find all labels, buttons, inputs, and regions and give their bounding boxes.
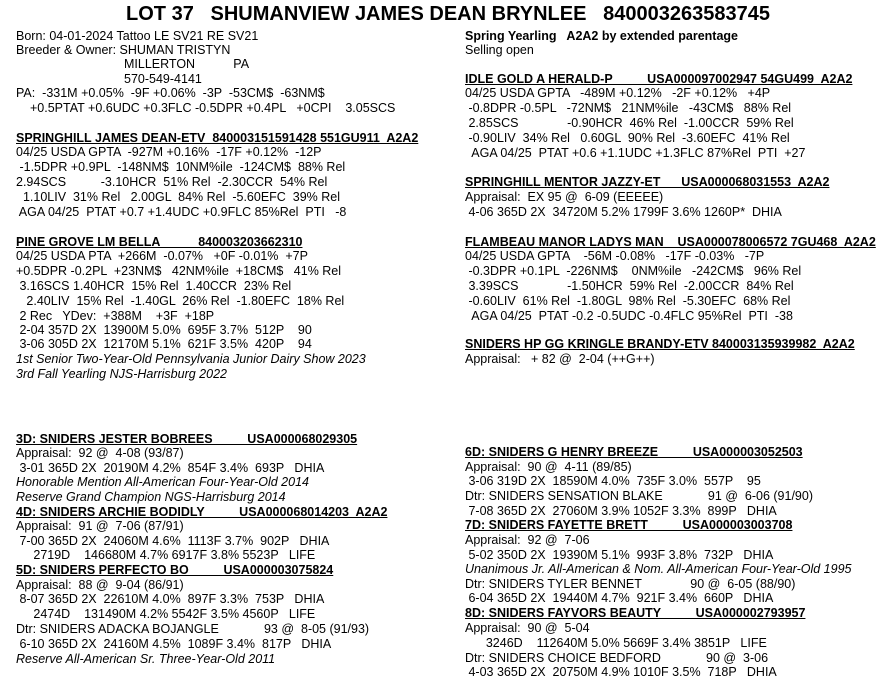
3d-award: Reserve Grand Champion NGS-Harrisburg 2014	[16, 490, 286, 504]
dam-sire-line: -0.3DPR +0.1PL -226NM$ 0NM%ile -242CM$ 96% Rel	[465, 264, 802, 278]
city-line: MILLERTON PA	[124, 57, 250, 71]
6d-line: Dtr: SNIDERS SENSATION BLAKE 91 @ 6-06 (91/90)	[465, 489, 813, 503]
dam-line: 3-06 305D 2X 12170M 5.1% 621F 3.5% 420P 94	[16, 337, 312, 351]
5d-award: Reserve All-American Sr. Three-Year-Old 2011	[16, 652, 276, 666]
dam-sire-line: -0.60LIV 61% Rel -1.80GL 98% Rel -5.30EFC 68% Rel	[465, 294, 791, 308]
sire-line: 1.10LIV 31% Rel 2.00GL 84% Rel -5.60EFC 39% Rel	[16, 190, 341, 204]
sale-class: Spring Yearling A2A2 by extended parentage	[465, 29, 738, 43]
sire-dam-heading: SPRINGHILL MENTOR JAZZY-ET USA000068031553 A2A2	[465, 175, 830, 189]
6d-line: 3-06 319D 2X 18590M 4.0% 735F 3.0% 557P 95	[465, 474, 761, 488]
dam-line: 2 Rec YDev: +388M +3F +18P	[16, 309, 215, 323]
dam-sire-line: AGA 04/25 PTAT -0.2 -0.5UDC -0.4FLC 95%Rel PTI -38	[465, 309, 793, 323]
5d-heading: 5D: SNIDERS PERFECTO BO USA000003075824	[16, 563, 334, 577]
sire-sire-line: -0.8DPR -0.5PL -72NM$ 21NM%ile -43CM$ 88% Rel	[465, 101, 792, 115]
sire-heading: SPRINGHILL JAMES DEAN-ETV 840003151591428 551GU911 A2A2	[16, 131, 419, 145]
7d-heading: 7D: SNIDERS FAYETTE BRETT USA000003003708	[465, 518, 793, 532]
5d-line: 6-10 365D 2X 24160M 4.5% 1089F 3.4% 817P DHIA	[16, 637, 332, 651]
4d-heading: 4D: SNIDERS ARCHIE BODIDLY USA000068014203 A2A2	[16, 505, 388, 519]
sire-dam-line: 4-06 365D 2X 34720M 5.2% 1799F 3.6% 1260P* DHIA	[465, 205, 782, 219]
sire-line: 04/25 USDA GPTA -927M +0.16% -17F +0.12% -12P	[16, 145, 322, 159]
sire-dam-line: Appraisal: EX 95 @ 6-09 (EEEEE)	[465, 190, 664, 204]
7d-line: Dtr: SNIDERS TYLER BENNET 90 @ 6-05 (88/90)	[465, 577, 796, 591]
4d-line: Appraisal: 91 @ 7-06 (87/91)	[16, 519, 184, 533]
dam-sire-line: 3.39SCS -1.50HCR 59% Rel -2.00CCR 84% Rel	[465, 279, 794, 293]
8d-heading: 8D: SNIDERS FAYVORS BEAUTY USA000002793957	[465, 606, 806, 620]
8d-line: Dtr: SNIDERS CHOICE BEDFORD 90 @ 3-06	[465, 651, 769, 665]
3d-line: 3-01 365D 2X 20190M 4.2% 854F 3.4% 693P DHIA	[16, 461, 325, 475]
3d-award: Honorable Mention All-American Four-Year-Old 2014	[16, 475, 309, 489]
dam-sire-heading: FLAMBEAU MANOR LADYS MAN USA000078006572 7GU468 A2A2	[465, 235, 876, 249]
dam-dam-line: Appraisal: + 82 @ 2-04 (++G++)	[465, 352, 655, 366]
dam-heading: PINE GROVE LM BELLA 840003203662310	[16, 235, 303, 249]
page-title: LOT 37 SHUMANVIEW JAMES DEAN BRYNLEE 840003263583745	[126, 3, 770, 25]
dam-dam-heading: SNIDERS HP GG KRINGLE BRANDY-ETV 840003135939982 A2A2	[465, 337, 855, 351]
6d-line: 7-08 365D 2X 27060M 3.9% 1052F 3.3% 899P DHIA	[465, 504, 777, 518]
sire-sire-line: -0.90LIV 34% Rel 0.60GL 90% Rel -3.60EFC 41% Rel	[465, 131, 790, 145]
5d-line: 2474D 131490M 4.2% 5542F 3.5% 4560P LIFE	[16, 607, 316, 621]
7d-award: Unanimous Jr. All-American & Nom. All-American Four-Year-Old 1995	[465, 562, 852, 576]
dam-line: 2-04 357D 2X 13900M 5.0% 695F 3.7% 512P 90	[16, 323, 312, 337]
5d-line: 8-07 365D 2X 22610M 4.0% 897F 3.3% 753P DHIA	[16, 592, 325, 606]
6d-heading: 6D: SNIDERS G HENRY BREEZE USA000003052503	[465, 445, 803, 459]
dam-line: 04/25 USDA PTA +266M -0.07% +0F -0.01% +7P	[16, 249, 308, 263]
8d-line: 4-03 365D 2X 20750M 4.9% 1010F 3.5% 718P DHIA	[465, 665, 777, 679]
7d-line: Appraisal: 92 @ 7-06	[465, 533, 590, 547]
sire-sire-line: AGA 04/25 PTAT +0.6 +1.1UDC +1.3FLC 87%Rel PTI +27	[465, 146, 806, 160]
4d-line: 2719D 146680M 4.7% 6917F 3.8% 5523P LIFE	[16, 548, 316, 562]
phone-line: 570-549-4141	[124, 72, 202, 86]
sale-status: Selling open	[465, 43, 534, 57]
3d-line: Appraisal: 92 @ 4-08 (93/87)	[16, 446, 184, 460]
sire-sire-line: 04/25 USDA GPTA -489M +0.12% -2F +0.12% +4P	[465, 86, 771, 100]
dam-line: 2.40LIV 15% Rel -1.40GL 26% Rel -1.80EFC 18% Rel	[16, 294, 345, 308]
8d-line: Appraisal: 90 @ 5-04	[465, 621, 590, 635]
3d-heading: 3D: SNIDERS JESTER BOBREES USA000068029305	[16, 432, 358, 446]
breeder-line: Breeder & Owner: SHUMAN TRISTYN	[16, 43, 231, 57]
dam-award: 3rd Fall Yearling NJS-Harrisburg 2022	[16, 367, 227, 381]
7d-line: 6-04 365D 2X 19440M 4.7% 921F 3.4% 660P DHIA	[465, 591, 774, 605]
sire-sire-line: 2.85SCS -0.90HCR 46% Rel -1.00CCR 59% Rel	[465, 116, 794, 130]
sire-sire-heading: IDLE GOLD A HERALD-P USA000097002947 54GU499 A2A2	[465, 72, 853, 86]
5d-line: Dtr: SNIDERS ADACKA BOJANGLE 93 @ 8-05 (91/93)	[16, 622, 370, 636]
sire-line: -1.5DPR +0.9PL -148NM$ 10NM%ile -124CM$ 88% Rel	[16, 160, 346, 174]
sire-line: AGA 04/25 PTAT +0.7 +1.4UDC +0.9FLC 85%Rel PTI -8	[16, 205, 347, 219]
5d-line: Appraisal: 88 @ 9-04 (86/91)	[16, 578, 184, 592]
4d-line: 7-00 365D 2X 24060M 4.6% 1113F 3.7% 902P DHIA	[16, 534, 330, 548]
dam-sire-line: 04/25 USDA GPTA -56M -0.08% -17F -0.03% -7P	[465, 249, 765, 263]
dam-line: +0.5DPR -0.2PL +23NM$ 42NM%ile +18CM$ 41% Rel	[16, 264, 342, 278]
8d-line: 3246D 112640M 5.0% 5669F 3.4% 3851P LIFE	[465, 636, 767, 650]
sire-line: 2.94SCS -3.10HCR 51% Rel -2.30CCR 54% Rel	[16, 175, 328, 189]
pa-line-2: +0.5PTAT +0.6UDC +0.3FLC -0.5DPR +0.4PL +0CPI 3.05SCS	[30, 101, 396, 115]
6d-line: Appraisal: 90 @ 4-11 (89/85)	[465, 460, 632, 474]
born-line: Born: 04-01-2024 Tattoo LE SV21 RE SV21	[16, 29, 259, 43]
7d-line: 5-02 350D 2X 19390M 5.1% 993F 3.8% 732P DHIA	[465, 548, 774, 562]
pa-line-1: PA: -331M +0.05% -9F +0.06% -3P -53CM$ -63NM$	[16, 86, 325, 100]
dam-line: 3.16SCS 1.40HCR 15% Rel 1.40CCR 23% Rel	[16, 279, 292, 293]
dam-award: 1st Senior Two-Year-Old Pennsylvania Junior Dairy Show 2023	[16, 352, 366, 366]
